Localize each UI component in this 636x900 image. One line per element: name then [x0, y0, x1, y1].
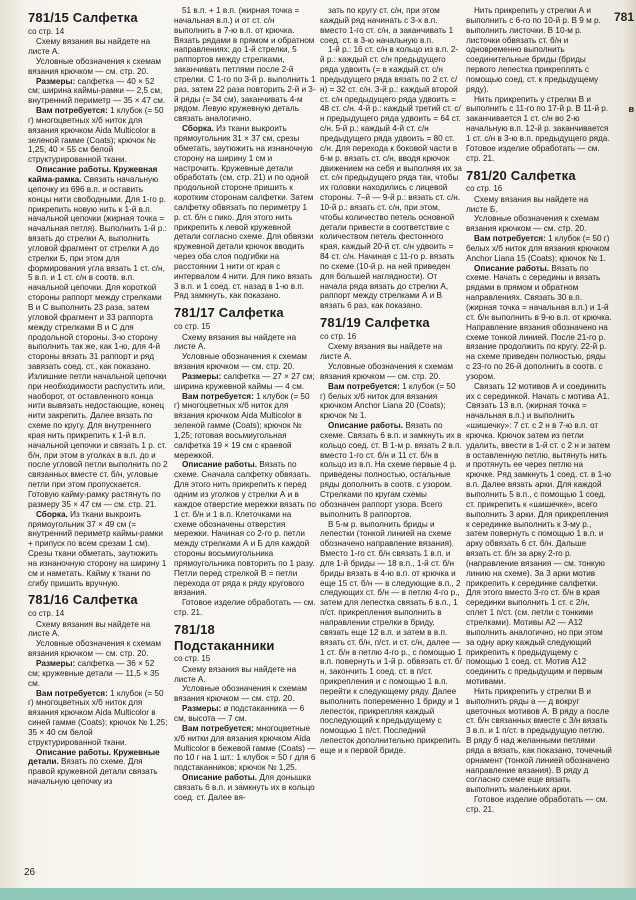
column-4	[466, 6, 612, 815]
section-source-page: со стр. 14	[28, 26, 65, 36]
paragraph: Нить прикрепить у стрелки В и выполнить с 11-го по 17-й р. В 11-й р. заканчивается 1 ст. с/н во 2-ю начальную в.п. 12-й р. заканчивается 1 ст. с/н в 3-ю в.п. предыдущего ряда. Готовое изделие обработать — см. стр. 21.	[466, 94, 610, 163]
paragraph: Готовое изделие обработать — см. стр. 21.	[174, 598, 316, 618]
paragraph: Условные обозначения к схемам вязания крючком — см. стр. 20.	[174, 352, 308, 372]
section-heading: 781/19 Салфетка	[320, 315, 430, 331]
paragraph	[174, 392, 316, 461]
paragraph	[174, 773, 316, 803]
paragraph-label: Размеры:	[182, 704, 222, 714]
paragraph-label: Описание работы.	[182, 460, 258, 470]
paragraph-label: Описание работы.	[182, 773, 258, 783]
paragraph-text: Связать начальную цепочку из 696 в.п. и оставить концы нити свободными. Для 1-го р. прикрепить новую нить к 1-й в.п. начальной цепочки (жирная точка = начальная петля). Выполнить 1-й р.: вязать до стрелки А, выполнить угловой фрагмент от стрелки А до стрелки Б, при этом для формирования угла вязать 1 ст. с/н, 5 в.п. и 1 ст. с/н в соотв. в.п. начальной цепочки. Для короткой стороны раппорт между стрелками В и С выполнить 23 раза, затем угловой фрагмент и 33 раппорта между стрелками В и С для продольной стороны. 3-ю сторону выполнить так же, как 1-ю, для 4-й стороны вязать 31 раппорт и ряд завязать соед. ст., как показано. Излишние петли начальной цепочки при необходимости распустить или, наоборот, от оставленного конца нити вывязать недостающие, конец нити закрепить. Далее вязать по схеме по кругу. Для внутреннего края нить прикрепить к 1-й в.п. начальной цепочки и связать 1 р. ст. б/н, при этом в уголках в в.п. до и после угловой петли выполнить по 2 связанных вместе ст. б/н, угловые петли при этом пропускается. Готовую кайму-рамку растянуть по размеру 35 × 47 см — см. стр. 21.	[28, 175, 168, 509]
paragraph-text: 1 клубок (= 50 г) многоцветных х/б ниток для вязания крючком Aida Multicolor в синей гамме (Coats); крючок № 1,25; 35 × 40 см белой структурированной ткани.	[28, 688, 168, 747]
paragraph: 1-й р.: 16 ст. с/н в кольцо из в.п. 2-й р.: каждый ст. с/н предыдущего ряда удвоить (= в каждый ст. с/н предыдущего ряда вязать по 2 ст. с/н) = 32 ст. с/н. 3-й р.: каждый второй ст. с/н предыдущего ряда удвоить = 48 ст. с/н. 4-й р.: каждый третий ст. с/н предыдущего ряда удвоить = 64 ст. с/н. 5-й р.: каждый 4-й ст. с/н предыдущего ряда удвоить = 80 ст. с/н. Для перехода к боковой части в 6-м р. вязать ст. с/н, вводя крючок движением на себя и выполняя их за ст. с/н предыдущего ряда так, чтобы их головки находились с лицевой стороны. 7–й — 9-й р.: вязать ст. с/н. 10-й р.: вязать ст. с/н, при этом, чтобы количество петель основной детали привести в соответствие с количеством петель фестонного края, каждый 20-й ст. с/н удвоить = 84 ст. с/н. Начиная с 11-го р. вязать по схеме (10-й р. на ней приведен для большей наглядности). От начала ряда вязать до стрелки А, раппорт между стрелками А и В вязать 6 раз, как показано.	[320, 45, 462, 311]
paragraph	[174, 460, 316, 598]
page-gutter	[613, 0, 636, 900]
paragraph-label: Вам потребуется:	[36, 106, 108, 116]
paragraph-label: Сборка.	[182, 124, 214, 134]
paragraph: Связать 12 мотивов А и соединить их с серединкой. Начать с мотива А1. Связать 13 в.п. (жирная точка = начальная в.п.) и выполнить «шишечку»: 7 ст. с 2 н в 7-ю в.п. от крючка. Крючок затем из петли удалить, ввести в 1-й ст. с 2 н и затем в оставленную петлю, вытянуть нить и протянуть ее через петлю на крючке. Ряд замкнуть 1 соед. ст. в 1-ю в.п. Далее вязать арки. Для каждой выполнить 5 в.п., с помощью 1 соед. ст. прикрепить к «шишечке», всего выполнить 3 арки. Для прикрепления к серединке выполнить к 3-му р., затем повернуть с помощью 1 в.п. и арку обвязать 6 ст. б/н. Дальше вязать ст. б/н за арку 2-го р. (направление вязания — см. тонкую линию на схеме). За 3 арки мотив прикрепить к серединке салфетки. Для этого вместо 3-го ст. б/н в края серединки выполнить 1 ст. с 2/н, сплет 1 п/ст. (см. петли с тонкими стрелками). Мотивы А2 — А12 выполнить аналогично, но при этом за одну арку каждый следующий прикрепить к предыдущему с помощью 1 соед. ст. Мотив А12 соединить с предыдущим и первым мотивами.	[466, 381, 612, 687]
paragraph-label: Вам потребуется:	[182, 391, 254, 401]
paragraph-text: Вязать по схеме. Для правой кружевной детали связать начальную цепочку из	[28, 757, 158, 787]
paragraph-label: Размеры:	[36, 76, 76, 86]
paragraph-text: Из ткани выкроить прямоугольник 37 × 49 см (= внутренний периметр каймы-рамки + припуск по всем срезам 1 см). Срезы ткани обметать, заутюжить на изнаночную сторону на ширину 1 см и наметать. Кайму к ткани по сгибу пришить вручную.	[28, 509, 167, 588]
paragraph-text: салфетка — 27 × 27 см; ширина кружевной каймы — 4 см.	[174, 371, 315, 391]
paragraph: Схему вязания вы найдете на листе А.	[174, 332, 297, 352]
section-heading: 781/17 Салфетка	[174, 305, 284, 321]
paragraph-label: Описание работы. Кружевная кайма-рамка.	[28, 165, 158, 184]
paragraph: Готовое изделие обработать — см. стр. 21.	[466, 795, 608, 814]
next-page-edge-text: 781	[613, 10, 634, 24]
paragraph	[28, 106, 168, 165]
paragraph: Условные обозначения к схемам вязания крючком — см. стр. 20.	[466, 214, 600, 234]
column-3	[320, 6, 462, 756]
section-source-page: со стр. 16	[466, 184, 503, 194]
next-page-edge-text: в	[628, 104, 634, 114]
section-source-page: со стр. 15	[174, 654, 211, 664]
paragraph-label: Сборка.	[36, 509, 68, 519]
paragraph	[174, 372, 316, 392]
paragraph-label: Размеры:	[182, 371, 222, 381]
paragraph-text: 1 клубок (= 50 г) многоцветных х/б ниток для вязания крючком Aida Multicolor в зеленой гамме (Coats); крючок № 1,25; 40 × 55 см белой структурированной ткани.	[28, 106, 164, 165]
paragraph-text: 1 клубок (= 50 г) белых х/б ниток для вязания крючком Anchor Liana 20 (Coats); крючок № 1.	[320, 381, 456, 421]
paragraph-text: Для донышка связать 6 в.п. и замкнуть их в кольцо соед. ст. Далее вя-	[174, 773, 315, 802]
section-heading: 781/15 Салфетка	[28, 10, 138, 25]
page-number: 26	[24, 867, 36, 878]
paragraph: Схему вязания вы найдете на листе А.	[28, 37, 151, 57]
paragraph-text: Вязать по схеме. Начать с середины и вязать рядами в прямом и обратном направлениях. Связать 30 в.п. (жирная точка = начальная в.п.) и 1-й ст. б/н выполнить в 9-ю в.п. от крючка. Направление вязания обозначено на схеме тонкой линией. После 21-го р. вязание продолжить по кругу. 22-й р. на схеме приведен полностью, ряды с 23-го по 26-й дополнить в соотв. с узором.	[466, 263, 612, 381]
paragraph-text: салфетка — 36 × 52 см; кружевные детали — 11,5 × 35 см.	[28, 659, 160, 688]
paragraph-text: Вязать по схеме. Связать 6 в.п. и замкнуть их в кольцо соед. ст. В 1-м р. вязать 2 в.п. вместо 1-го ст. б/н и 11 ст. б/н в кольцо из в.п. На схеме первые 4 р. приведены полностью, остальные ряды дополнить в соотв. с узором. Стрелками по кругам схемы обозначен раппорт узора. Всего выполнить 8 раппортов.	[320, 421, 462, 519]
paragraph-text: многоцветные х/б нитки для вязания крючком Aida Multicolor в бежевой гамме (Coats) — по 10 г на 1 шт.: 1 клубок = 50 г для 6 подстаканников; крючок № 1,25.	[174, 723, 316, 773]
paragraph-label: Описание работы.	[474, 263, 550, 273]
paragraph	[320, 421, 462, 519]
section-source-page: со стр. 16	[320, 331, 357, 341]
paragraph-label: Вам потребуется:	[182, 723, 254, 733]
paragraph: Схему вязания вы найдете на листе А.	[28, 619, 151, 639]
paragraph: Нить прикрепить у стрелки В и выполнить ряды а — д вокруг цветочных мотивов А. В ряду а после ст. б/н связанных вместе с 3/н вязать 3 в.п. и 1 п/ст. в предыдущую петлю. В ряду б над желанными петлями ряда а вязать, как показано, точечный орнамент (тонкой линией обозначено направление вязания). В ряду д согласно схеме еще вязать выполнить маленьких арки.	[466, 686, 612, 795]
paragraph-text: Вязать по схеме. Сначала салфетку обвязать. Для этого нить прикрепить к перед одним из уголков у стрелки А и в каждое отверстие мережки вязать по 1 ст. б/н и 1 в.п. Клеточками на схеме обозначены отверстия мережки. Начиная со 2-го р. петли между стрелками А и Б для каждой стороны восьмиугольника прямоугольника повторить по 1 разу. Петли перед стрелкой В = петли перехода от ряда к ряду кругового вязания.	[174, 460, 316, 598]
paragraph-text: Из ткани выкроить прямоугольник 31 × 37 см, срезы обметать, заутюжить на изнаночную сторону на ширину 1 см и настрочить. Кружевные детали обработать (см. стр. 21) и по одной продольной стороне пришить к коротким сторонам салфетки. Затем салфетку обвязать по периметру 1 р. ст. б/н с пико. Для этого нить прикрепить к левой кружевной детали согласно схеме. Для обвязки кружевной детали крючок вводить через оба слоя подгибки на расстоянии 1 нити от края с интервалом 4 нити. Для пико вязать 3 в.п. и 1 соед. ст. назад в 1-ю в.п. Ряд замкнуть, как показано.	[174, 124, 314, 301]
column-2	[174, 6, 316, 803]
paragraph-text: салфетка — 40 × 52 см; ширина каймы-рамки — 2,5 см, внутренний периметр — 35 × 47 см.	[28, 76, 166, 106]
paragraph-label: Вам потребуется:	[328, 381, 400, 391]
paragraph-text: 1 клубок (= 50 г) белых х/б ниток для вязания крючком Anchor Liana 15 (Coats); крючок № 1.	[466, 234, 610, 263]
paragraph: зать по кругу ст. с/н, при этом каждый ряд начинать с 3-х в.п. вместо 1-го ст. с/н, а заканчивать 1 соед. ст. в 3-ю начальную в.п.	[320, 6, 454, 45]
paragraph: Нить прикрепить у стрелки А и выполнить с 6-го по 10-й р. В 9 м р. выполнить листочки. В 10-м р. листочки обвязать ст. б/н и одновременно выполнить соединительные бриды (бриды первого лепестка прикреплять с помощью соед. ст. к предыдущему ряду).	[466, 6, 601, 94]
column-1	[28, 6, 168, 787]
paragraph-label: Описание работы.	[328, 421, 404, 431]
paragraph: Условные обозначения к схемам вязания крючком — см. стр. 20.	[28, 639, 162, 659]
section-heading: 781/16 Салфетка	[28, 592, 138, 608]
paragraph-label: Вам потребуется:	[36, 688, 108, 698]
paragraph	[466, 234, 612, 264]
paragraph: Условные обозначения к схемам вязания крючком — см. стр. 20.	[174, 684, 308, 704]
paragraph-label: Вам потребуется:	[474, 234, 546, 244]
section-heading: 781/20 Салфетка	[466, 167, 576, 183]
paragraph: Схему вязания вы найдете на листе А.	[174, 664, 297, 684]
paragraph: Схему вязания вы найдете на листе Б.	[466, 194, 589, 214]
paragraph	[28, 510, 168, 589]
paragraph-label: Размеры:	[36, 659, 76, 668]
paragraph	[28, 748, 168, 787]
section-heading: 781/18 Подстаканники	[174, 621, 275, 653]
paragraph: В 5-м р. выполнить бриды и лепестки (тонкой линией на схеме обозначено направление вязания). Вместо 1-го ст. б/н связать 1 в.п. и для 1-й бриды — 18 в.п., 1-й ст. б/н бриды вязать в 4-ю в.п. от крючка и еще 15 ст. б/н — в следующие в.п., 2 следующих ст. б/н — в петлю 4-го р., затем для лепестка связать 6 в.п., 1 п/ст. прикрепления выполнить в направлении стрелки в бриду, связать еще 12 в.п. и затем в в.п. вязать ст. б/н, п/ст. и ст. с/н, далее — 1 ст. б/н в петлю 4-го р., с помощью 1 в.п. повернуть и 1-й р. обвязать ст. б/н, закончить 1 соед. ст. в п/ст. прикрепления и с помощью 1 в.п. перейти к следующему ряду. Далее выполнить попеременно 1 бриду и 1 лепесток, прикрепляя каждый последующий к предыдущему с помощью 1 п/ст. Последний лепесток дополнительно прикрепить еще и к первой бриде.	[320, 519, 462, 755]
section-source-page: со стр. 14	[28, 609, 65, 619]
paragraph	[174, 124, 316, 301]
paragraph	[174, 724, 316, 773]
paragraph	[28, 659, 168, 689]
paragraph: 51 в.п. + 1 в.п. (жирная точка = начальная в.п.) и от ст. с/н выполнить в 7-ю в.п. от крючка. Вязать рядами в прямом и обратном направлениях: до 1-й стрелки, 5 раппортов между стрелками, заканчивать петлями после 2-й стрелки. С 1-го по 3-й р. выполнить 1 раз, затем 22 раза повторить 2-й и 3-й ряды (= 34 см), заканчивать 4-м рядом. Левую кружевную деталь связать аналогично.	[174, 6, 316, 124]
paragraph	[174, 704, 316, 724]
paragraph: Условные обозначения к схемам вязания крючком — см. стр. 20.	[320, 362, 454, 381]
paragraph	[466, 264, 612, 382]
paragraph: Условные обозначения к схемам вязания крючком — см. стр. 20.	[28, 56, 162, 76]
paragraph	[320, 382, 462, 421]
paragraph-text: 1 клубок (= 50 г) многоцветных х/б ниток для вязания крючком Aida Multicolor в зеленой гамме (Coats); крючок № 1,25; готовая восьмиугольная салфетка 19 × 19 см с краевой мережкой.	[174, 391, 310, 460]
paragraph	[28, 689, 168, 748]
section-source-page: со стр. 15	[174, 321, 211, 331]
paragraph	[28, 77, 168, 107]
bottom-color-band	[0, 888, 636, 900]
paragraph-label: Описание работы. Кружевные детали.	[28, 747, 160, 767]
paragraph	[28, 165, 168, 510]
paragraph: Схему вязания вы найдете на листе А.	[320, 342, 443, 362]
paragraph-text: ø подстаканника — 6 см, высота — 7 см.	[174, 704, 305, 723]
